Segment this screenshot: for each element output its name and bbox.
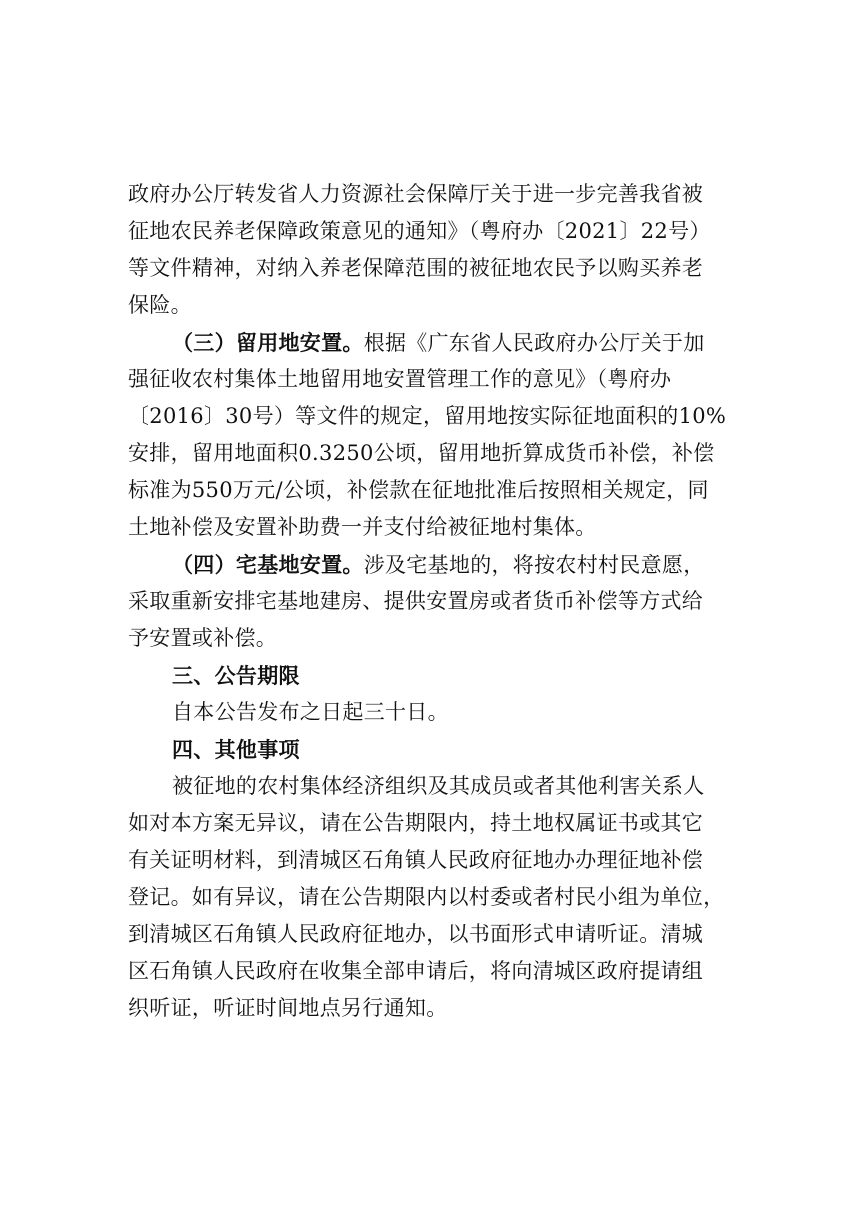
period-text: 自本公告发布之日起三十日。 (172, 700, 449, 724)
heading-period: 三、公告期限 (172, 663, 300, 688)
paragraph-line: 区石角镇人民政府在收集全部申请后，将向清城区政府提请组 (128, 959, 704, 983)
paragraph-line: 采取重新安排宅基地建房、提供安置房或者货币补偿等方式给 (128, 589, 704, 613)
paragraph-line: 被征地的农村集体经济组织及其成员或者其他利害关系人 (172, 774, 705, 798)
paragraph-line: 土地补偿及安置补助费一并支付给被征地村集体。 (128, 515, 597, 539)
paragraph-line: 等文件精神，对纳入养老保障范围的被征地农民予以购买养老 (128, 256, 704, 280)
paragraph-line: 安排，留用地面积0.3250公顷，留用地折算成货币补偿，补偿 (128, 441, 715, 465)
document-body (128, 176, 728, 1027)
paragraph-line: 有关证明材料，到清城区石角镇人民政府征地办办理征地补偿 (128, 848, 704, 872)
paragraph-line: 征地农民养老保障政策意见的通知》（粤府办〔2021〕22号） (128, 219, 711, 243)
paragraph-line: 标准为550万元/公顷，补偿款在征地批准后按照相关规定，同 (128, 478, 709, 502)
paragraph-line: 保险。 (128, 293, 192, 317)
section3-text: 根据《广东省人民政府办公厅关于加 (363, 331, 705, 355)
paragraph-line: 如对本方案无异议，请在公告期限内，持土地权属证书或其它 (128, 811, 704, 835)
paragraph-line: 予安置或补偿。 (128, 626, 278, 650)
section4-text: 涉及宅基地的，将按农村村民意愿， (363, 553, 705, 577)
section3-label: （三）留用地安置。 (172, 330, 364, 355)
section4-first-line (128, 546, 728, 583)
paragraph-line: 政府办公厅转发省人力资源社会保障厅关于进一步完善我省被 (128, 182, 704, 206)
paragraph-line: 到清城区石角镇人民政府征地办，以书面形式申请听证。清城 (128, 922, 704, 946)
paragraph-line: 登记。如有异议，请在公告期限内以村委或者村民小组为单位， (128, 885, 725, 909)
paragraph-line: 织听证，听证时间地点另行通知。 (128, 996, 448, 1020)
paragraph-line: 〔2016〕30号）等文件的规定，留用地按实际征地面积的10% (128, 404, 727, 428)
heading-other: 四、其他事项 (172, 737, 300, 762)
paragraph-line: 强征收农村集体土地留用地安置管理工作的意见》（粤府办 (128, 367, 672, 391)
section3-first-line (128, 324, 728, 361)
section4-label: （四）宅基地安置。 (172, 552, 364, 577)
